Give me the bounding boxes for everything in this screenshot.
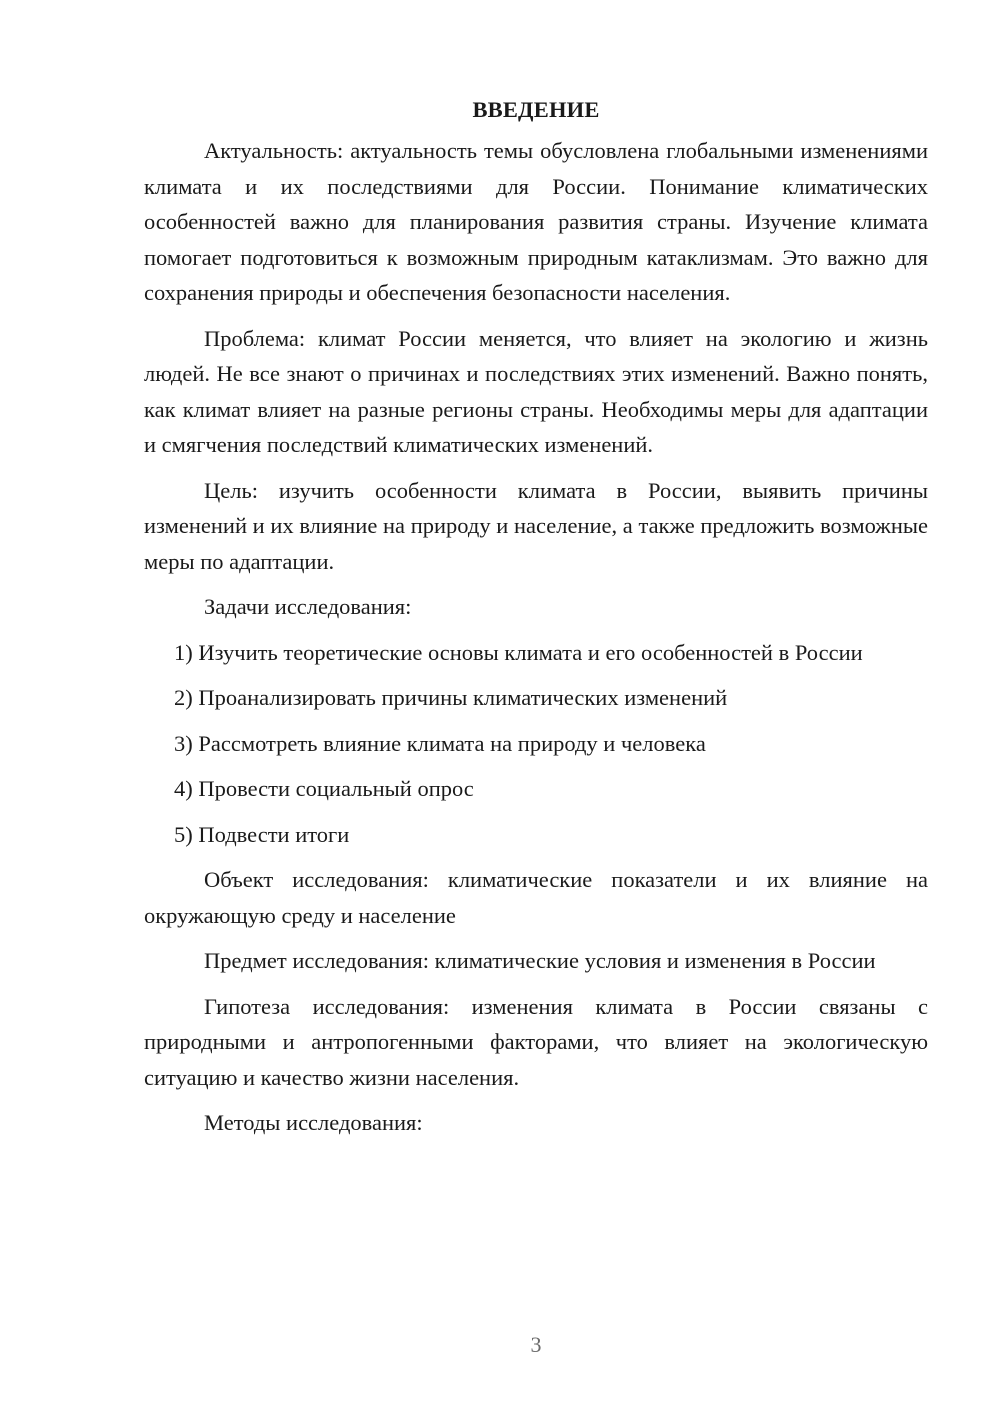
list-item: 5) Подвести итоги [174, 821, 350, 847]
paragraph-problem: Проблема: климат России меняется, что влияет на экологию и жизнь людей. Не все знают о причинах и последствиях этих изменений. Важно понять, как климат влияет на разные регионы страны. Необходимы меры для адаптации и смягчения последствий климатических изменений. [144, 325, 928, 457]
paragraph-object: Объект исследования: климатические показатели и их влияние на окружающую среду и население [144, 867, 928, 928]
list-item: 1) Изучить теоретические основы климата и его особенностей в России [174, 639, 863, 665]
paragraph-tasks-heading: Задачи исследования: [204, 594, 412, 619]
paragraph-methods: Методы исследования: [204, 1110, 423, 1135]
section-title: ВВЕДЕНИЕ [472, 97, 600, 122]
paragraph-subject: Предмет исследования: климатические условия и изменения в России [204, 948, 876, 973]
paragraph-relevance: Актуальность: актуальность темы обусловлена глобальными изменениями климата и их последствиями для России. Понимание климатических особенностей важно для планирования развития страны. Изучение климата помогает подготовиться к возможным природным катаклизмам. Это важно для сохранения природы и обеспечения безопасности населения. [144, 138, 928, 305]
page-content [144, 92, 928, 1151]
list-item: 4) Провести социальный опрос [174, 776, 474, 801]
page-number: 3 [530, 1332, 542, 1357]
list-item: 3) Рассмотреть влияние климата на природу и человека [174, 730, 706, 756]
paragraph-goal: Цель: изучить особенности климата в России, выявить причины изменений и их влияние на природу и население, а также предложить возможные меры по адаптации. [144, 477, 928, 574]
paragraph-hypothesis: Гипотеза исследования: изменения климата в России связаны с природными и антропогенными факторами, что влияет на экологическую ситуацию и качество жизни населения. [144, 993, 928, 1090]
list-item: 2) Проанализировать причины климатических изменений [174, 685, 728, 710]
